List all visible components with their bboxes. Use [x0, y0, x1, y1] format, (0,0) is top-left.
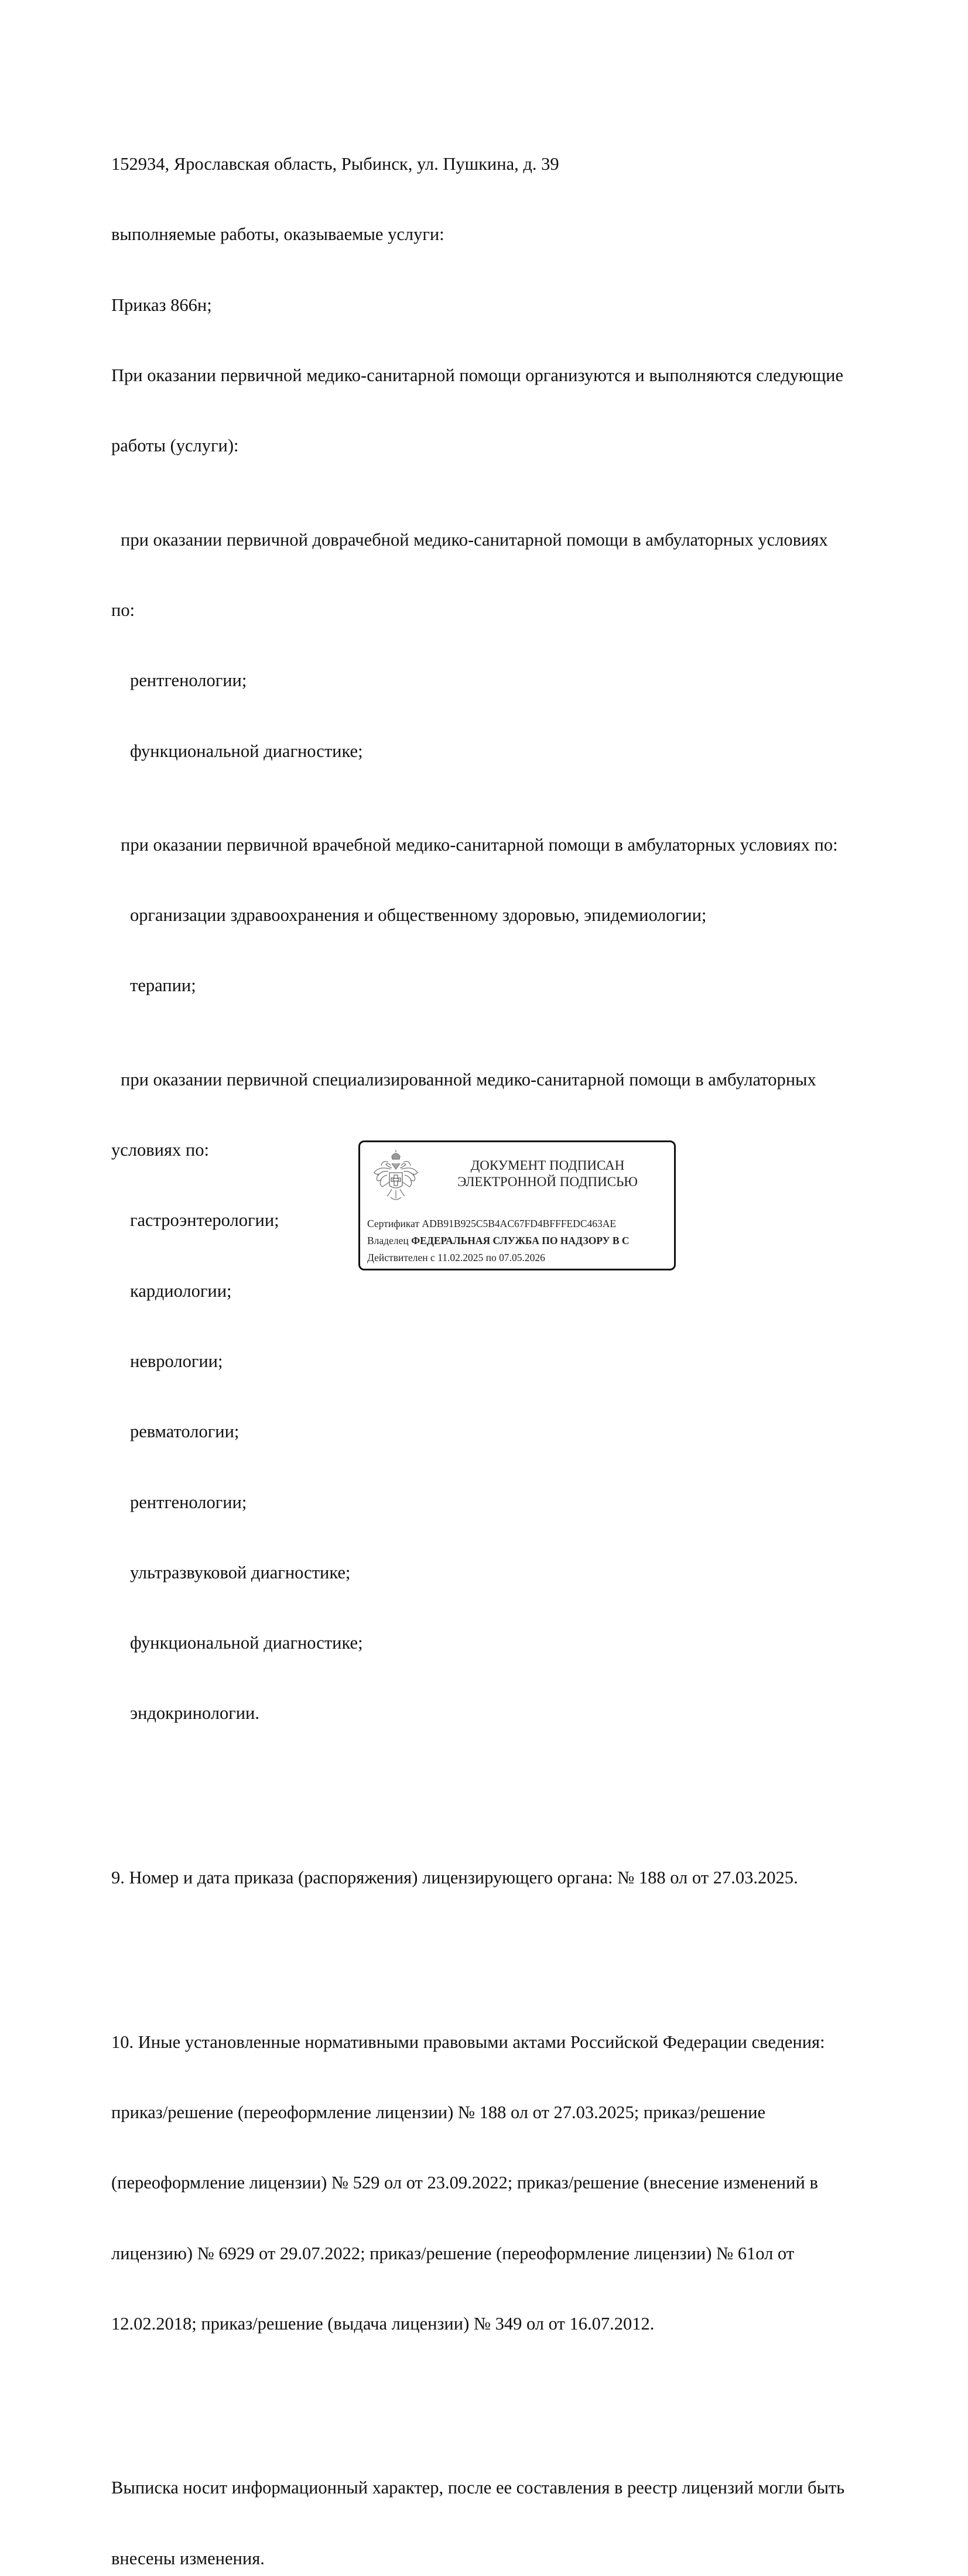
disclaimer: Выписка носит информационный характер, после ее составления в реестр лицензий могли быть	[111, 2478, 845, 2498]
document-body	[111, 105, 919, 2576]
section-10-heading: 10. Иные установленные нормативными правовыми актами Российской Федерации сведения:	[111, 2032, 825, 2052]
list-item: функциональной диагностике;	[130, 741, 363, 761]
intro-text-cont: работы (услуги):	[111, 436, 239, 456]
disclaimer-cont: внесены изменения.	[111, 2548, 265, 2568]
list-item: эндокринологии.	[130, 1703, 259, 1724]
section-10-text: 12.02.2018; приказ/решение (выдача лицензии) № 349 ол от 16.07.2012.	[111, 2313, 655, 2334]
owner-row	[367, 1232, 674, 1249]
section-10-text: приказ/решение (переоформление лицензии) № 188 ол от 27.03.2025; приказ/решение	[111, 2102, 766, 2122]
section-10-text: (переоформление лицензии) № 529 ол от 23.09.2022; приказ/решение (внесение изменений в	[111, 2173, 818, 2193]
section-9: 9. Номер и дата приказа (распоряжения) лицензирующего органа: № 188 ол от 27.03.2025.	[111, 1868, 798, 1888]
group-heading: при оказании первичной специализированной медико-санитарной помощи в амбулаторных	[121, 1069, 816, 1090]
certificate-row	[367, 1215, 674, 1232]
section-10-text: лицензию) № 6929 от 29.07.2022; приказ/решение (переоформление лицензии) № 61ол от	[111, 2243, 795, 2263]
stamp-title	[430, 1157, 665, 1190]
stamp-title-line2: ЭЛЕКТРОННОЙ ПОДПИСЬЮ	[457, 1174, 638, 1189]
list-item: ревматологии;	[130, 1421, 240, 1442]
list-item: кардиологии;	[130, 1280, 232, 1301]
list-item: ультразвуковой диагностике;	[130, 1562, 351, 1582]
list-item: неврологии;	[130, 1351, 223, 1371]
order-ref: Приказ 866н;	[111, 294, 212, 315]
list-item: терапии;	[130, 975, 196, 996]
electronic-signature-stamp	[358, 1140, 676, 1270]
owner-value: ФЕДЕРАЛЬНАЯ СЛУЖБА ПО НАДЗОРУ В С	[411, 1235, 630, 1246]
stamp-info	[367, 1215, 674, 1266]
certificate-label: Сертификат	[367, 1218, 420, 1229]
owner-label: Владелец	[367, 1235, 409, 1246]
intro-text: При оказании первичной медико-санитарной помощи организуются и выполняются следующие	[111, 365, 844, 386]
group-heading-cont: по:	[111, 600, 135, 620]
spacer	[111, 1936, 919, 1960]
spacer	[111, 2382, 919, 2406]
coat-of-arms-eagle-icon	[371, 1149, 421, 1203]
group-heading: при оказании первичной доврачебной медико-санитарной помощи в амбулаторных условиях	[121, 529, 828, 550]
group-heading: при оказании первичной врачебной медико-санитарной помощи в амбулаторных условиях по:	[121, 834, 838, 855]
certificate-value: ADB91B925C5B4AC67FD4BFFFEDC463AE	[422, 1218, 617, 1229]
validity-row: Действителен с 11.02.2025 по 07.05.2026	[367, 1252, 545, 1263]
stamp-title-line1: ДОКУМЕНТ ПОДПИСАН	[470, 1158, 625, 1173]
works-label: выполняемые работы, оказываемые услуги:	[111, 224, 444, 245]
list-item: гастроэнтерологии;	[130, 1210, 279, 1231]
group-heading-cont: условиях по:	[111, 1140, 209, 1160]
address-line: 152934, Ярославская область, Рыбинск, ул. Пушкина, д. 39	[111, 154, 559, 174]
list-item: рентгенологии;	[130, 670, 247, 691]
list-item: функциональной диагностике;	[130, 1633, 363, 1653]
spacer	[111, 1796, 919, 1819]
list-item: рентгенологии;	[130, 1492, 247, 1512]
list-item: организации здравоохранения и общественному здоровью, эпидемиологии;	[130, 905, 707, 926]
